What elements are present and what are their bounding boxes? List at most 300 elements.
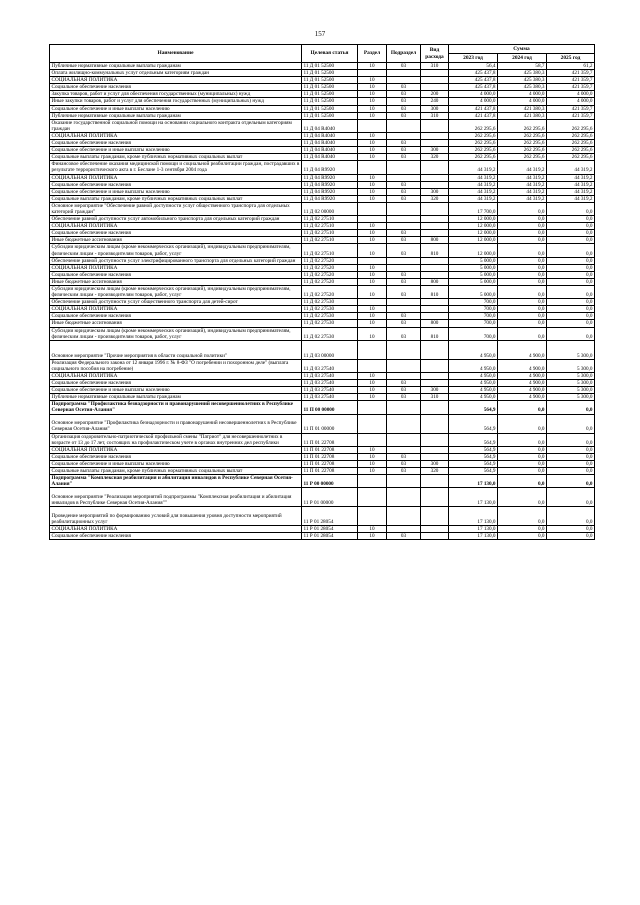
row-name: Основное мероприятие "Прочие мероприятия в области социальной политики" [50,340,302,359]
table-row [50,84,595,91]
row-sum-2024: 0,0 [498,257,547,264]
row-subsection: 03 [387,63,421,70]
row-target-article: 11 П 01 22708 [302,433,358,446]
row-subsection [387,257,421,264]
table-row [50,216,595,223]
header-year-2025: 2025 год [547,54,595,63]
row-target-article: 11 Д 02 27530 [302,327,358,340]
table-row [50,70,595,77]
row-expense-type: 310 [421,112,449,119]
table-row [50,188,595,195]
row-sum-2024: 44 319,2 [498,188,547,195]
row-sum-2023: 4 950,0 [449,394,498,401]
row-subsection: 03 [387,244,421,257]
row-section [358,433,387,446]
row-subsection [387,372,421,379]
row-target-article: 11 П 01 22708 [302,453,358,460]
row-target-article: 11 Р 01 28054 [302,526,358,533]
table-row [50,223,595,230]
row-subsection: 03 [387,112,421,119]
row-expense-type [421,533,449,540]
row-target-article: 11 Д 02 27520 [302,278,358,285]
row-sum-2024: 0,0 [498,414,547,433]
row-subsection: 03 [387,105,421,112]
row-name: Иные бюджетные ассигнования [50,237,302,244]
row-sum-2024: 262 295,6 [498,154,547,161]
row-sum-2025: 0,0 [547,244,595,257]
row-name: СОЦИАЛЬНАЯ ПОЛИТИКА [50,264,302,271]
row-section: 10 [358,306,387,313]
table-header [50,45,595,63]
row-section: 10 [358,91,387,98]
row-section [358,359,387,372]
table-row [50,140,595,147]
row-name: Социальное обеспечение населения [50,84,302,91]
row-section [358,119,387,132]
row-name: Социальные выплаты гражданам, кроме публичных нормативных социальных выплат [50,195,302,202]
row-subsection: 03 [387,533,421,540]
header-section: Раздел [358,45,387,63]
row-sum-2024: 0,0 [498,460,547,467]
header-sum: Сумма [449,45,595,54]
row-sum-2025: 0,0 [547,414,595,433]
row-expense-type [421,446,449,453]
row-section: 10 [358,223,387,230]
row-target-article: 11 Д 04 R9920 [302,181,358,188]
table-row [50,112,595,119]
row-name: СОЦИАЛЬНАЯ ПОЛИТИКА [50,223,302,230]
row-sum-2025: 0,0 [547,237,595,244]
row-sum-2024: 421 380,3 [498,105,547,112]
row-sum-2024: 4 000,0 [498,91,547,98]
table-row [50,359,595,372]
row-section [358,299,387,306]
row-section [358,70,387,77]
row-expense-type [421,380,449,387]
row-subsection [387,433,421,446]
row-section: 10 [358,84,387,91]
row-sum-2024: 4 900,0 [498,387,547,394]
table-row [50,105,595,112]
row-target-article: 11 Д 01 52500 [302,112,358,119]
row-expense-type: 310 [421,394,449,401]
row-sum-2025: 421 359,7 [547,77,595,84]
row-target-article: 11 Д 02 27520 [302,271,358,278]
row-sum-2024: 0,0 [498,237,547,244]
header-year-2023: 2023 год [449,54,498,63]
row-name: Оплата жилищно-коммунальных услуг отдельным категориям граждан [50,70,302,77]
row-sum-2023: 4 000,0 [449,91,498,98]
row-name: Основное мероприятие "Реализация мероприятий подпрограммы "Комплексная реабилитация и абилитация инвалидов в Республике Северная Осетия-Алания"" [50,488,302,507]
table-row [50,380,595,387]
table-row [50,453,595,460]
header-target-article: Целевая статья [302,45,358,63]
row-name: СОЦИАЛЬНАЯ ПОЛИТИКА [50,77,302,84]
row-subsection: 03 [387,91,421,98]
row-sum-2024: 0,0 [498,475,547,488]
row-sum-2023: 4 950,0 [449,340,498,359]
row-sum-2025: 421 359,7 [547,70,595,77]
row-sum-2024: 0,0 [498,488,547,507]
table-row [50,181,595,188]
row-section: 10 [358,174,387,181]
row-section: 10 [358,372,387,379]
row-name: СОЦИАЛЬНАЯ ПОЛИТИКА [50,526,302,533]
row-sum-2024: 0,0 [498,216,547,223]
row-sum-2024: 262 295,6 [498,147,547,154]
row-sum-2023: 12 000,0 [449,223,498,230]
row-expense-type [421,488,449,507]
row-subsection: 03 [387,271,421,278]
row-subsection: 03 [387,286,421,299]
row-target-article: 11 Д 03 27540 [302,380,358,387]
row-name: Социальные выплаты гражданам, кроме публичных нормативных социальных выплат [50,154,302,161]
row-sum-2024: 0,0 [498,507,547,526]
row-sum-2024: 0,0 [498,230,547,237]
row-sum-2023: 262 295,6 [449,140,498,147]
row-name: Социальное обеспечение населения [50,533,302,540]
row-subsection [387,306,421,313]
row-target-article: 11 Д 02 27510 [302,237,358,244]
row-subsection: 03 [387,147,421,154]
row-sum-2025: 0,0 [547,488,595,507]
row-subsection [387,488,421,507]
row-sum-2025: 262 295,6 [547,147,595,154]
row-sum-2023: 44 319,2 [449,181,498,188]
row-subsection: 03 [387,380,421,387]
row-name: Публичные нормативные социальные выплаты гражданам [50,63,302,70]
row-name: Иные закупки товаров, работ и услуг для обеспечения государственных (муниципальных) нужд [50,98,302,105]
row-name: Организация оздоровительно-патриотической профильной смены "Патриот" для несовершеннолетних в возрасте от 13 до 17 лет, состоящих на профилактическом учете в органах внутренних дел республики [50,433,302,446]
row-name: Социальное обеспечение и иные выплаты населению [50,147,302,154]
row-section: 10 [358,533,387,540]
row-target-article: 11 Р 00 00000 [302,475,358,488]
row-sum-2025: 4 000,0 [547,91,595,98]
table-row [50,433,595,446]
row-name: Социальное обеспечение населения [50,313,302,320]
table-row [50,340,595,359]
table-body [50,63,595,540]
row-sum-2024: 425 380,3 [498,77,547,84]
row-target-article: 11 П 01 22708 [302,446,358,453]
row-subsection: 03 [387,195,421,202]
row-expense-type [421,84,449,91]
row-sum-2025: 0,0 [547,460,595,467]
table-row [50,257,595,264]
row-target-article: 11 Д 03 27540 [302,394,358,401]
row-subsection: 03 [387,467,421,474]
row-subsection [387,161,421,174]
row-name: Социальное обеспечение населения [50,453,302,460]
row-subsection [387,70,421,77]
row-target-article: 11 Д 04 R4040 [302,132,358,139]
row-name: Социальное обеспечение и иные выплаты населению [50,188,302,195]
row-sum-2025: 5 300,0 [547,394,595,401]
row-expense-type [421,223,449,230]
row-subsection: 03 [387,387,421,394]
table-row [50,119,595,132]
row-sum-2024: 0,0 [498,244,547,257]
row-sum-2024: 0,0 [498,453,547,460]
row-expense-type: 800 [421,237,449,244]
row-sum-2024: 0,0 [498,264,547,271]
row-expense-type: 800 [421,320,449,327]
row-subsection: 03 [387,230,421,237]
row-target-article: 11 Д 02 27530 [302,306,358,313]
row-sum-2024: 0,0 [498,286,547,299]
row-sum-2025: 0,0 [547,526,595,533]
row-sum-2023: 262 295,6 [449,132,498,139]
row-subsection [387,174,421,181]
row-subsection: 03 [387,181,421,188]
row-expense-type: 320 [421,154,449,161]
row-expense-type [421,119,449,132]
row-target-article: 11 Д 02 27510 [302,230,358,237]
row-expense-type [421,70,449,77]
row-expense-type [421,140,449,147]
row-expense-type [421,181,449,188]
row-sum-2025: 0,0 [547,327,595,340]
table-row [50,237,595,244]
row-section: 10 [358,380,387,387]
row-sum-2024: 0,0 [498,306,547,313]
row-expense-type: 810 [421,327,449,340]
row-sum-2024: 262 295,6 [498,140,547,147]
row-expense-type [421,132,449,139]
row-target-article: 11 Д 01 52500 [302,84,358,91]
row-sum-2025: 0,0 [547,216,595,223]
row-section [358,257,387,264]
row-section: 10 [358,460,387,467]
row-name: СОЦИАЛЬНАЯ ПОЛИТИКА [50,132,302,139]
row-sum-2023: 5 000,0 [449,286,498,299]
row-expense-type [421,161,449,174]
row-name: Социальное обеспечение населения [50,271,302,278]
row-target-article: 11 Д 03 27540 [302,359,358,372]
row-subsection [387,264,421,271]
row-name: Социальное обеспечение населения [50,230,302,237]
row-expense-type [421,507,449,526]
row-sum-2023: 4 950,0 [449,380,498,387]
row-name: Социальное обеспечение и иные выплаты населению [50,105,302,112]
row-name: Обеспечение равной доступности услуг электрифицированного транспорта для отдельных категорий граждан [50,257,302,264]
row-section: 10 [358,154,387,161]
row-sum-2024: 0,0 [498,401,547,414]
row-target-article: 11 Р 01 28054 [302,507,358,526]
row-expense-type: 300 [421,387,449,394]
row-name: Социальное обеспечение и иные выплаты населению [50,460,302,467]
table-row [50,154,595,161]
row-subsection: 03 [387,327,421,340]
row-section: 10 [358,181,387,188]
row-sum-2024: 58,7 [498,63,547,70]
row-name: Проведение мероприятий по формированию условий для повышения уровня доступности мероприятий реабилитационных услуг [50,507,302,526]
row-sum-2025: 0,0 [547,230,595,237]
row-target-article: 11 Д 04 R4040 [302,147,358,154]
row-sum-2023: 4 950,0 [449,387,498,394]
header-year-2024: 2024 год [498,54,547,63]
row-expense-type [421,257,449,264]
table-row [50,278,595,285]
row-subsection [387,359,421,372]
row-expense-type: 810 [421,286,449,299]
table-row [50,460,595,467]
row-subsection [387,507,421,526]
row-sum-2025: 262 295,6 [547,140,595,147]
row-sum-2025: 0,0 [547,257,595,264]
row-sum-2023: 425 437,8 [449,70,498,77]
table-row [50,195,595,202]
row-target-article: 11 Д 02 27530 [302,299,358,306]
row-sum-2023: 700,0 [449,327,498,340]
row-name: Основное мероприятие "Профилактика безнадзорности и правонарушений несовершеннолетних в Республике Северная Осетия-Алания" [50,414,302,433]
row-sum-2023: 17 130,0 [449,533,498,540]
row-sum-2023: 44 319,2 [449,174,498,181]
row-target-article: 11 Д 04 R4040 [302,140,358,147]
row-section: 10 [358,394,387,401]
table-row [50,387,595,394]
row-target-article: 11 Д 02 27510 [302,244,358,257]
row-expense-type: 320 [421,195,449,202]
row-name: Оказание государственной социальной помощи на основании социального контракта отдельным категориям граждан [50,119,302,132]
row-sum-2025: 0,0 [547,313,595,320]
row-name: Иные бюджетные ассигнования [50,320,302,327]
row-sum-2023: 421 437,8 [449,112,498,119]
row-sum-2024: 262 295,6 [498,119,547,132]
row-section: 10 [358,278,387,285]
row-sum-2025: 44 319,2 [547,188,595,195]
row-subsection: 03 [387,188,421,195]
row-target-article: 11 П 01 00000 [302,414,358,433]
row-name: Финансовое обеспечение оказания медицинской помощи и социальной реабилитации граждан, пострадавших в результате террористического акта в г. Беслане 1-3 сентября 2004 года [50,161,302,174]
row-target-article: 11 Д 01 52500 [302,91,358,98]
row-sum-2024: 0,0 [498,299,547,306]
row-sum-2025: 421 359,7 [547,112,595,119]
table-row [50,147,595,154]
row-sum-2025: 0,0 [547,271,595,278]
row-name: Подпрограмма "Комплексная реабилитация и абилитация инвалидов в Республике Северная Осетия-Алания" [50,475,302,488]
row-target-article: 11 Д 04 R4040 [302,119,358,132]
table-row [50,507,595,526]
row-sum-2023: 421 437,8 [449,105,498,112]
row-expense-type: 320 [421,467,449,474]
row-target-article: 11 Д 03 27540 [302,372,358,379]
row-section [358,488,387,507]
row-sum-2023: 5 000,0 [449,278,498,285]
row-target-article: 11 Д 03 00000 [302,340,358,359]
row-target-article: 11 Д 02 27520 [302,264,358,271]
row-expense-type [421,453,449,460]
row-expense-type: 800 [421,278,449,285]
row-sum-2025: 44 319,2 [547,181,595,188]
row-subsection: 03 [387,278,421,285]
row-name: Субсидии юридическим лицам (кроме некоммерческих организаций), индивидуальным предпринимателям, физическим лицам - производителям товаров, работ, услуг [50,327,302,340]
row-section [358,161,387,174]
row-sum-2023: 262 295,6 [449,147,498,154]
row-subsection [387,132,421,139]
row-sum-2024: 0,0 [498,446,547,453]
row-target-article: 11 Д 02 27530 [302,313,358,320]
row-section: 10 [358,446,387,453]
row-name: Закупка товаров, работ и услуг для обеспечения государственных (муниципальных) нужд [50,91,302,98]
table-row [50,77,595,84]
row-sum-2025: 0,0 [547,306,595,313]
row-target-article: 11 Д 02 27530 [302,320,358,327]
row-sum-2024: 44 319,2 [498,195,547,202]
row-section: 10 [358,526,387,533]
row-sum-2025: 262 295,6 [547,119,595,132]
row-sum-2023: 17 130,0 [449,507,498,526]
row-sum-2024: 0,0 [498,433,547,446]
table-row [50,91,595,98]
row-name: Обеспечение равной доступности услуг общественного транспорта для детей-сирот [50,299,302,306]
row-section [358,202,387,215]
row-section: 10 [358,112,387,119]
row-sum-2025: 262 295,6 [547,154,595,161]
row-section: 10 [358,387,387,394]
table-row [50,394,595,401]
row-sum-2024: 0,0 [498,271,547,278]
row-sum-2025: 421 359,7 [547,105,595,112]
row-name: Публичные нормативные социальные выплаты гражданам [50,394,302,401]
row-sum-2025: 44 319,2 [547,161,595,174]
row-expense-type [421,359,449,372]
row-subsection: 03 [387,460,421,467]
row-target-article: 11 Р 01 28054 [302,533,358,540]
row-name: СОЦИАЛЬНАЯ ПОЛИТИКА [50,174,302,181]
row-sum-2025: 61,2 [547,63,595,70]
row-section: 10 [358,271,387,278]
row-sum-2023: 12 000,0 [449,230,498,237]
row-sum-2023: 425 437,8 [449,77,498,84]
row-name: Обеспечение равной доступности услуг автомобильного транспорта для отдельных категорий граждан [50,216,302,223]
row-target-article: 11 Р 01 00000 [302,488,358,507]
row-name: Социальное обеспечение населения [50,380,302,387]
row-expense-type [421,433,449,446]
row-section: 10 [358,63,387,70]
row-sum-2023: 564,9 [449,460,498,467]
row-sum-2025: 5 300,0 [547,359,595,372]
row-subsection: 03 [387,394,421,401]
row-expense-type: 300 [421,460,449,467]
header-expense-type: Вид расхода [421,45,449,63]
row-subsection: 03 [387,453,421,460]
row-sum-2025: 5 300,0 [547,372,595,379]
row-subsection [387,216,421,223]
row-name: Субсидии юридическим лицам (кроме некоммерческих организаций), индивидуальным предпринимателям, физическим лицам - производителям товаров, работ, услуг [50,244,302,257]
table-row [50,533,595,540]
row-sum-2024: 4 900,0 [498,372,547,379]
row-sum-2023: 4 950,0 [449,372,498,379]
row-sum-2024: 425 380,3 [498,84,547,91]
row-target-article: 11 Д 01 52500 [302,105,358,112]
table-row [50,299,595,306]
row-target-article: 11 Д 02 00000 [302,202,358,215]
row-sum-2023: 700,0 [449,320,498,327]
row-target-article: 11 Д 04 R9920 [302,195,358,202]
row-target-article: 11 Д 04 R9920 [302,174,358,181]
row-sum-2024: 0,0 [498,526,547,533]
row-subsection [387,401,421,414]
row-sum-2025: 0,0 [547,320,595,327]
row-sum-2023: 44 319,2 [449,188,498,195]
row-sum-2024: 421 380,3 [498,112,547,119]
row-sum-2025: 5 300,0 [547,380,595,387]
row-subsection [387,299,421,306]
row-section: 10 [358,320,387,327]
row-section: 10 [358,132,387,139]
table-row [50,63,595,70]
